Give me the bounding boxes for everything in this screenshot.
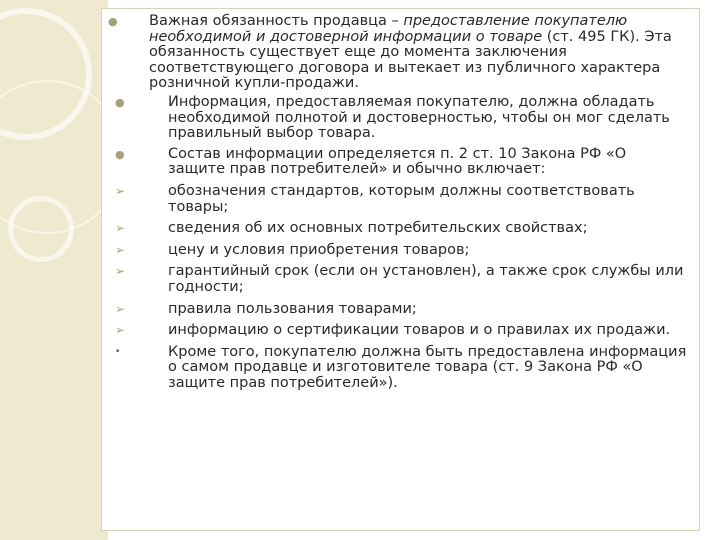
list-item: [107, 147, 687, 178]
paragraph-text: сведения об их основных потребительских свойствах;: [168, 220, 588, 237]
paragraph-text: Информация, предоставляемая покупателю, должна обладать необходимой полнотой и достоверностью, чтобы он мог сделать правильный выбор товара.: [168, 93, 670, 142]
bullet-dot-icon: ●: [115, 95, 125, 109]
list-item: [107, 95, 687, 142]
arrow-bullet-icon: ➢: [115, 301, 126, 316]
paragraph-text: правила пользования товарами;: [168, 300, 417, 317]
decorative-sidebar: [0, 0, 108, 540]
paragraph-text: Состав информации определяется п. 2 ст. 10 Закона РФ «О защите прав потребителей» и обычно включает:: [168, 145, 627, 178]
paragraph-italic: предоставление покупателю необходимой и достоверной информации о товаре: [149, 13, 628, 45]
paragraph-text: [107, 14, 687, 92]
list-item: [107, 184, 687, 215]
paragraph-rest: (ст. 495 ГК). Эта обязанность существует еще до момента заключения соответствующего договора и вытекает из публичного характера розничной купли-продажи.: [149, 28, 672, 92]
paragraph-text: информацию о сертификации товаров и о правилах их продажи.: [168, 322, 671, 339]
paragraph-text: обозначения стандартов, которым должны соответствовать товары;: [168, 182, 635, 215]
arrow-bullet-icon: ➢: [115, 323, 126, 338]
list-item: [107, 302, 687, 318]
paragraph-lead: Важная обязанность продавца –: [149, 13, 404, 29]
paragraph-text: цену и условия приобретения товаров;: [168, 241, 470, 258]
list-item: [107, 345, 687, 392]
paragraph-text: гарантийный срок (если он установлен), а также срок службы или годности;: [168, 263, 684, 295]
arrow-bullet-icon: ➢: [115, 221, 126, 236]
list-item: [107, 264, 687, 295]
decorative-ring: [8, 196, 74, 262]
small-bullet-icon: •: [115, 346, 121, 357]
list-item: [107, 243, 687, 259]
paragraph-text: Кроме того, покупателю должна быть предоставлена информация о самом продавце и изготовителе товара (ст. 9 Закона РФ «О защите прав потребителей»).: [168, 343, 687, 391]
bullet-dot-icon: ●: [108, 15, 118, 28]
bullet-dot-icon: ●: [115, 147, 125, 161]
bullet-list: [107, 14, 687, 391]
arrow-bullet-icon: ➢: [115, 242, 126, 257]
list-item: [107, 14, 687, 92]
list-item: [107, 221, 687, 237]
arrow-bullet-icon: ➢: [115, 183, 126, 198]
list-item: [107, 323, 687, 339]
arrow-bullet-icon: ➢: [115, 264, 126, 279]
